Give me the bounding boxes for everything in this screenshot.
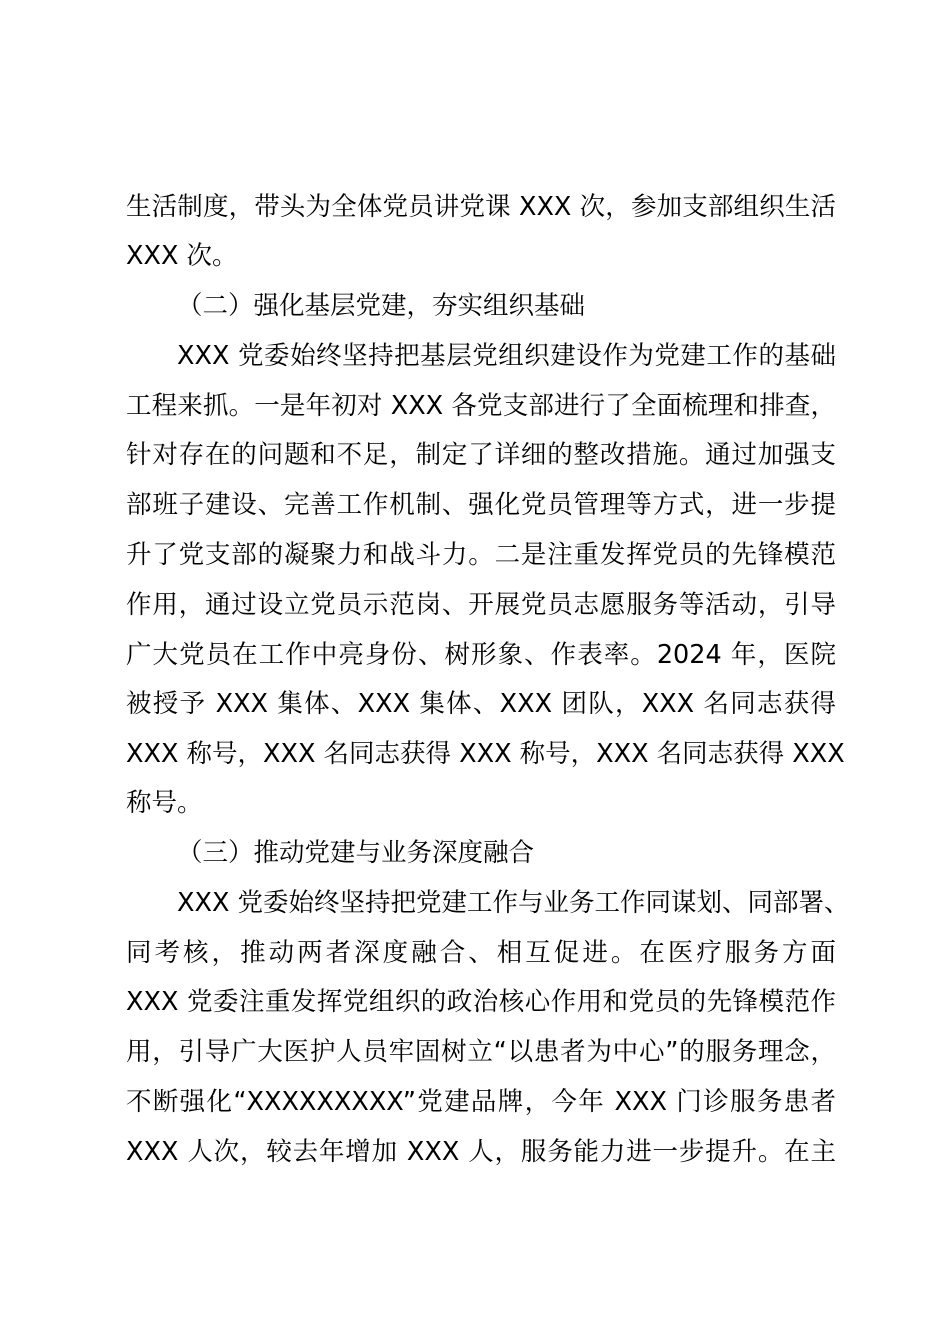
body-line: 同考核，推动两者深度融合、相互促进。在医疗服务方面 [126, 938, 836, 968]
body-line: 部班子建设、完善工作机制、强化党员管理等方式，进一步提 [126, 490, 836, 520]
body-line: 针对存在的问题和不足，制定了详细的整改措施。通过加强支 [126, 440, 836, 470]
body-line: 升了党支部的凝聚力和战斗力。二是注重发挥党员的先锋模范 [126, 540, 836, 570]
body-line: 广大党员在工作中亮身份、树形象、作表率。2024 年，医院 [126, 640, 836, 670]
body-line: XXX 人次，较去年增加 XXX 人，服务能力进一步提升。在主 [126, 1137, 836, 1167]
body-line: XXX 党委始终坚持把基层党组织建设作为党建工作的基础 [177, 341, 836, 371]
body-line: XXX 党委始终坚持把党建工作与业务工作同谋划、同部署、 [177, 888, 850, 918]
body-line: XXX 称号，XXX 名同志获得 XXX 称号，XXX 名同志获得 XXX [126, 739, 845, 769]
body-line: 工程来抓。一是年初对 XXX 各党支部进行了全面梳理和排查， [126, 391, 836, 421]
body-line: 称号。 [126, 788, 203, 818]
body-line: 生活制度，带头为全体党员讲党课 XXX 次，参加支部组织生活 [126, 192, 836, 222]
body-line: 作用，通过设立党员示范岗、开展党员志愿服务等活动，引导 [126, 590, 836, 620]
body-line: XXX 次。 [126, 241, 238, 271]
body-line: 被授予 XXX 集体、XXX 集体、XXX 团队，XXX 名同志获得 [126, 689, 836, 719]
section-heading: （三）推动党建与业务深度融合 [177, 838, 535, 868]
body-line: 用，引导广大医护人员牢固树立“以患者为中心”的服务理念， [126, 1037, 836, 1067]
body-line: XXX 党委注重发挥党组织的政治核心作用和党员的先锋模范作 [126, 987, 836, 1017]
section-heading: （二）强化基层党建，夯实组织基础 [177, 291, 586, 321]
body-line: 不断强化“XXXXXXXXX”党建品牌，今年 XXX 门诊服务患者 [126, 1087, 836, 1117]
